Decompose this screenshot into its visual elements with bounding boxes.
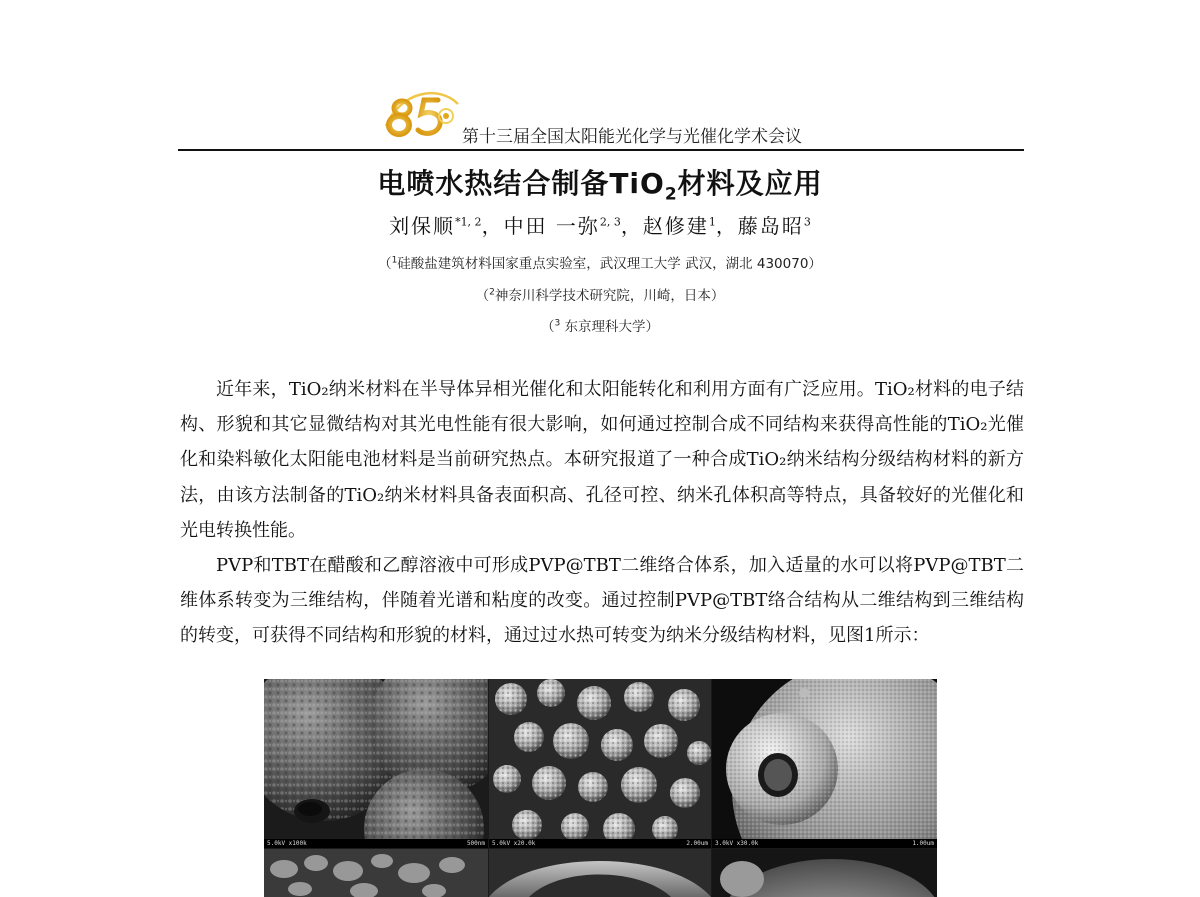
affiliation-3: （$^3$ 东京理科大学） (540, 318, 660, 335)
author-name: 中田 一弥 (503, 214, 600, 238)
author-name: 赵修建 (642, 214, 709, 238)
author-affiliation-marker: 3 (803, 215, 811, 229)
sem-image-a (264, 679, 488, 848)
paper-title (0, 162, 1200, 205)
paper-title-subscript: 2 (664, 184, 678, 205)
paragraph-method: PVP和TBT在醋酸和乙醇溶液中可形成PVP@TBT二维络合体系，加入适量的水可以将PVP@TBT二维体系转变为三维结构，伴随着光谱和粘度的改变。通过控制PVP@TBT络合结构从二维结构到三维结构的转变，可获得不同结构和形貌的材料，通过过水热可转变为纳米分级结构材料，见图1所示： (180, 555, 1024, 647)
author-affiliation-marker: 1 (708, 215, 716, 229)
sem-image-f (712, 849, 937, 897)
header-rule (178, 149, 1024, 151)
affiliation-marker: 2 (489, 287, 495, 298)
sem-panel-a (264, 679, 488, 848)
scale-bar (264, 839, 488, 848)
affiliation-text: 硅酸盐建筑材料国家重点实验室，武汉理工大学 武汉，湖北 430070 (397, 256, 809, 272)
paper-title-part2: 材料及应用 (677, 167, 823, 200)
body-text (180, 372, 1024, 654)
affiliation-marker: 1 (391, 255, 398, 266)
paper-title-part1: 电喷水热结合制备TiO (377, 167, 665, 200)
sem-panel-f (712, 849, 937, 897)
affiliation-2: （$^2$神奈川科学技术研究院，川崎，日本） (475, 287, 725, 304)
author-list: 刘保顺$^{*1, 2}$，中田 一弥$^{2, 3}$，赵修建$^1$，藤岛昭$^3$ (389, 214, 811, 238)
sem-panel-d (264, 849, 488, 897)
scale-bar-length: 2.00um (686, 840, 708, 847)
sem-image-c (712, 679, 937, 848)
scale-bar-info: 5.0kV x100k (267, 840, 307, 847)
author-name: 藤岛昭 (737, 214, 804, 238)
sem-panel-c (712, 679, 937, 848)
sem-image-b (489, 679, 711, 848)
scale-bar-length: 500nm (466, 840, 485, 847)
affiliation-text: 神奈川科学技术研究院，川崎，日本 (494, 288, 711, 304)
sem-image-e (489, 849, 711, 897)
sem-panel-e (489, 849, 711, 897)
author-name: 刘保顺 (389, 214, 456, 238)
figure-1 (264, 679, 937, 897)
scale-bar-info: 3.0kV x30.0k (715, 840, 759, 847)
sem-panel-b (489, 679, 711, 848)
affiliation-marker: 3 (554, 318, 561, 329)
scale-bar (712, 839, 937, 848)
affiliation-text: 东京理科大学 (560, 319, 646, 335)
conference-title: 第十三届全国太阳能光化学与光催化学术会议 (462, 127, 802, 147)
scale-bar-length: 1.00um (912, 840, 934, 847)
author-affiliation-marker: *1, 2 (455, 215, 482, 229)
sem-image-d (264, 849, 488, 897)
85-anniversary-logo-icon (380, 86, 464, 142)
affiliation-1: （$^1$硅酸盐建筑材料国家重点实验室，武汉理工大学 武汉，湖北 430070） (378, 255, 822, 272)
scale-bar-info: 5.0kV x20.0k (492, 840, 536, 847)
paragraph-intro: 近年来，TiO₂纳米材料在半导体异相光催化和太阳能转化和利用方面有广泛应用。TiO₂材料的电子结构、形貌和其它显微结构对其光电性能有很大影响，如何通过控制合成不同结构来获得高性能的TiO₂光催化和染料敏化太阳能电池材料是当前研究热点。本研究报道了一种合成TiO₂纳米结构分级结构材料的新方法，由该方法制备的TiO₂纳米材料具备表面积高、孔径可控、纳米孔体积高等特点，具备较好的光催化和光电转换性能。 (180, 379, 1024, 541)
author-affiliation-marker: 2, 3 (599, 215, 621, 229)
scale-bar (489, 839, 711, 848)
